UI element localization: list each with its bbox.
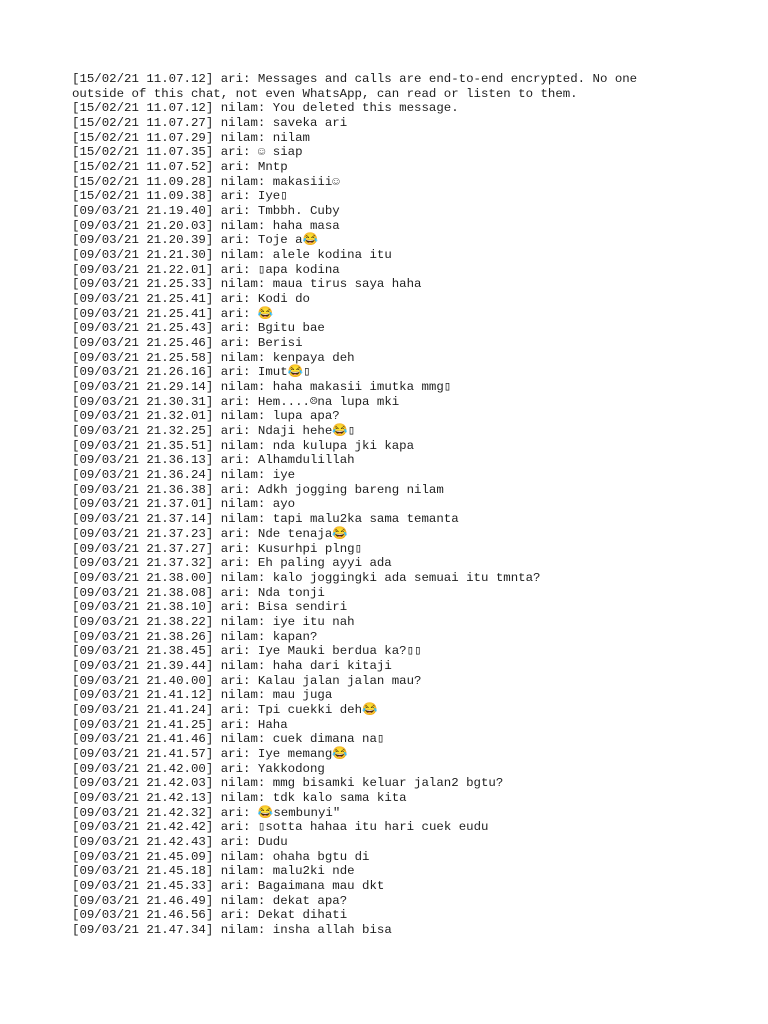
message-timestamp: [ 09/03/21 21.26.16 ] — [72, 365, 213, 379]
message-sender: ari : — [221, 72, 251, 86]
message-sender: nilam : — [221, 923, 266, 937]
message-sender: ari : — [221, 527, 251, 541]
message-sender: nilam : — [221, 512, 266, 526]
chat-message-line — [72, 776, 652, 791]
message-timestamp: [ 09/03/21 21.19.40 ] — [72, 204, 213, 218]
message-text: 😂 — [257, 306, 274, 321]
message-sender: nilam : — [221, 380, 266, 394]
message-sender: nilam : — [221, 630, 266, 644]
message-timestamp: [ 09/03/21 21.37.14 ] — [72, 512, 213, 526]
message-timestamp: [ 09/03/21 21.41.25 ] — [72, 718, 213, 732]
message-timestamp: [ 09/03/21 21.40.00 ] — [72, 674, 213, 688]
chat-message-line — [72, 879, 652, 894]
chat-message-line — [72, 351, 652, 366]
chat-message-line — [72, 571, 652, 586]
message-sender: ari : — [221, 674, 251, 688]
message-sender: ari : — [221, 233, 251, 247]
message-sender: ari : — [221, 424, 251, 438]
chat-message-line — [72, 131, 652, 146]
message-sender: nilam : — [221, 497, 266, 511]
message-sender: ari : — [221, 747, 251, 761]
message-sender: ari : — [221, 189, 251, 203]
message-sender: ari : — [221, 395, 251, 409]
message-text: dekat apa? — [272, 893, 348, 908]
chat-message-line — [72, 72, 652, 101]
chat-message-line — [72, 747, 652, 762]
message-sender: ari : — [221, 145, 251, 159]
message-sender: nilam : — [221, 864, 266, 878]
message-timestamp: [ 09/03/21 21.38.22 ] — [72, 615, 213, 629]
message-sender: nilam : — [221, 409, 266, 423]
message-text: lupa apa? — [272, 409, 340, 424]
message-text: Berisi — [257, 336, 303, 351]
message-text: insha allah bisa — [272, 922, 392, 937]
chat-message-line — [72, 820, 652, 835]
message-timestamp: [ 09/03/21 21.30.31 ] — [72, 395, 213, 409]
message-text: Messages and calls are end-to-end encrypted. No one outside of this chat, not even WhatsApp, can read or listen to them. — [72, 72, 645, 101]
message-timestamp: [ 15/02/21 11.07.12 ] — [72, 101, 213, 115]
chat-message-line — [72, 703, 652, 718]
message-sender: nilam : — [221, 439, 266, 453]
message-sender: nilam : — [221, 116, 266, 130]
message-text: haha masa — [272, 218, 340, 233]
message-sender: nilam : — [221, 248, 266, 262]
chat-message-line — [72, 542, 652, 557]
message-sender: ari : — [221, 453, 251, 467]
message-sender: nilam : — [221, 791, 266, 805]
message-timestamp: [ 09/03/21 21.25.33 ] — [72, 277, 213, 291]
chat-message-line — [72, 732, 652, 747]
chat-message-line — [72, 175, 652, 190]
message-timestamp: [ 09/03/21 21.38.00 ] — [72, 571, 213, 585]
message-text: Iye Mauki berdua ka?▯▯ — [257, 644, 422, 659]
chat-message-line — [72, 116, 652, 131]
message-sender: ari : — [221, 806, 251, 820]
message-text: Dudu — [257, 834, 288, 849]
chat-message-line — [72, 483, 652, 498]
message-timestamp: [ 09/03/21 21.36.38 ] — [72, 483, 213, 497]
chat-message-line — [72, 835, 652, 850]
message-sender: nilam : — [221, 101, 266, 115]
chat-message-line — [72, 659, 652, 674]
message-sender: ari : — [221, 762, 251, 776]
chat-message-line — [72, 512, 652, 527]
message-text: haha makasii imutka mmg▯ — [272, 380, 452, 395]
message-sender: ari : — [221, 908, 251, 922]
chat-message-line — [72, 527, 652, 542]
message-timestamp: [ 09/03/21 21.42.00 ] — [72, 762, 213, 776]
message-text: Alhamdulillah — [257, 453, 355, 468]
message-sender: ari : — [221, 542, 251, 556]
message-timestamp: [ 09/03/21 21.46.49 ] — [72, 894, 213, 908]
message-timestamp: [ 09/03/21 21.37.32 ] — [72, 556, 213, 570]
message-timestamp: [ 09/03/21 21.37.23 ] — [72, 527, 213, 541]
message-text: Tpi cuekki deh😂 — [257, 702, 378, 717]
message-text: Toje a😂 — [257, 233, 318, 248]
message-text: Kalau jalan jalan mau? — [257, 673, 422, 688]
message-sender: nilam : — [221, 659, 266, 673]
message-text: malu2ki nde — [272, 864, 355, 879]
chat-message-line — [72, 336, 652, 351]
chat-message-line — [72, 248, 652, 263]
chat-message-line — [72, 145, 652, 160]
message-sender: nilam : — [221, 219, 266, 233]
message-text: tdk kalo sama kita — [272, 790, 407, 805]
message-text: ohaha bgtu di — [272, 849, 370, 864]
message-text: ▯sotta hahaa itu hari cuek eudu — [257, 820, 489, 835]
chat-message-line — [72, 586, 652, 601]
message-timestamp: [ 09/03/21 21.21.30 ] — [72, 248, 213, 262]
message-timestamp: [ 09/03/21 21.25.41 ] — [72, 307, 213, 321]
message-timestamp: [ 15/02/21 11.07.35 ] — [72, 145, 213, 159]
message-text: kenpaya deh — [272, 350, 355, 365]
message-text: Hem....☹na lupa mki — [257, 394, 400, 409]
chat-message-line — [72, 850, 652, 865]
message-text: Ndaji hehe😂▯ — [257, 424, 356, 439]
chat-message-line — [72, 674, 652, 689]
chat-message-line — [72, 497, 652, 512]
message-timestamp: [ 09/03/21 21.25.46 ] — [72, 336, 213, 350]
chat-message-line — [72, 321, 652, 336]
chat-message-line — [72, 160, 652, 175]
chat-message-line — [72, 409, 652, 424]
message-text: Bagaimana mau dkt — [257, 878, 385, 893]
message-timestamp: [ 09/03/21 21.42.03 ] — [72, 776, 213, 790]
chat-message-line — [72, 644, 652, 659]
chat-message-line — [72, 277, 652, 292]
message-sender: ari : — [221, 160, 251, 174]
message-text: Mntp — [257, 160, 288, 175]
message-text: Dekat dihati — [257, 908, 348, 923]
message-sender: ari : — [221, 483, 251, 497]
message-text: iye — [272, 468, 296, 483]
message-sender: nilam : — [221, 688, 266, 702]
message-timestamp: [ 09/03/21 21.25.41 ] — [72, 292, 213, 306]
chat-message-line — [72, 864, 652, 879]
message-timestamp: [ 09/03/21 21.38.26 ] — [72, 630, 213, 644]
message-timestamp: [ 09/03/21 21.37.01 ] — [72, 497, 213, 511]
message-text: Iye▯ — [257, 189, 288, 204]
message-timestamp: [ 09/03/21 21.47.34 ] — [72, 923, 213, 937]
message-sender: ari : — [221, 204, 251, 218]
chat-message-line — [72, 718, 652, 733]
message-text: maua tirus saya haha — [272, 277, 422, 292]
message-timestamp: [ 09/03/21 21.42.43 ] — [72, 835, 213, 849]
message-text: mau juga — [272, 688, 333, 703]
message-text: kapan? — [272, 629, 318, 644]
message-sender: nilam : — [221, 277, 266, 291]
message-sender: ari : — [221, 292, 251, 306]
message-timestamp: [ 09/03/21 21.45.33 ] — [72, 879, 213, 893]
message-timestamp: [ 09/03/21 21.20.39 ] — [72, 233, 213, 247]
message-timestamp: [ 15/02/21 11.07.27 ] — [72, 116, 213, 130]
message-timestamp: [ 15/02/21 11.09.28 ] — [72, 175, 213, 189]
chat-message-line — [72, 600, 652, 615]
message-text: Nda tonji — [257, 585, 325, 600]
message-timestamp: [ 15/02/21 11.07.52 ] — [72, 160, 213, 174]
message-text: nilam — [272, 130, 310, 145]
message-sender: nilam : — [221, 175, 266, 189]
message-timestamp: [ 09/03/21 21.45.18 ] — [72, 864, 213, 878]
message-timestamp: [ 09/03/21 21.41.57 ] — [72, 747, 213, 761]
message-text: mmg bisamki keluar jalan2 bgtu? — [272, 776, 504, 791]
message-timestamp: [ 09/03/21 21.42.13 ] — [72, 791, 213, 805]
message-sender: ari : — [221, 718, 251, 732]
chat-message-line — [72, 204, 652, 219]
message-sender: ari : — [221, 307, 251, 321]
message-timestamp: [ 15/02/21 11.07.12 ] — [72, 72, 213, 86]
chat-message-line — [72, 292, 652, 307]
chat-message-line — [72, 453, 652, 468]
chat-message-line — [72, 630, 652, 645]
message-timestamp: [ 09/03/21 21.22.01 ] — [72, 263, 213, 277]
chat-message-line — [72, 395, 652, 410]
message-sender: ari : — [221, 263, 251, 277]
chat-message-line — [72, 908, 652, 923]
message-timestamp: [ 09/03/21 21.32.25 ] — [72, 424, 213, 438]
chat-message-line — [72, 556, 652, 571]
message-text: nda kulupa jki kapa — [272, 438, 415, 453]
message-timestamp: [ 15/02/21 11.07.29 ] — [72, 131, 213, 145]
message-timestamp: [ 09/03/21 21.37.27 ] — [72, 542, 213, 556]
message-text: Nde tenaja😂 — [257, 526, 348, 541]
message-timestamp: [ 09/03/21 21.20.03 ] — [72, 219, 213, 233]
chat-message-line — [72, 307, 652, 322]
message-text: saveka ari — [272, 116, 348, 131]
message-text: cuek dimana na▯ — [272, 732, 385, 747]
message-text: Tmbbh. Cuby — [257, 204, 340, 219]
message-sender: ari : — [221, 600, 251, 614]
chat-message-line — [72, 263, 652, 278]
chat-message-line — [72, 439, 652, 454]
message-text: Kodi do — [257, 292, 310, 307]
message-timestamp: [ 09/03/21 21.46.56 ] — [72, 908, 213, 922]
message-sender: nilam : — [221, 571, 266, 585]
message-sender: ari : — [221, 879, 251, 893]
message-text: Iye memang😂 — [257, 746, 348, 761]
message-timestamp: [ 09/03/21 21.39.44 ] — [72, 659, 213, 673]
chat-message-line — [72, 189, 652, 204]
message-timestamp: [ 09/03/21 21.41.24 ] — [72, 703, 213, 717]
message-timestamp: [ 09/03/21 21.38.45 ] — [72, 644, 213, 658]
message-text: tapi malu2ka sama temanta — [272, 512, 459, 527]
message-text: Bisa sendiri — [257, 600, 348, 615]
chat-message-line — [72, 923, 652, 938]
message-timestamp: [ 09/03/21 21.32.01 ] — [72, 409, 213, 423]
message-sender: nilam : — [221, 732, 266, 746]
chat-message-line — [72, 615, 652, 630]
message-timestamp: [ 09/03/21 21.38.10 ] — [72, 600, 213, 614]
message-sender: nilam : — [221, 776, 266, 790]
message-sender: nilam : — [221, 468, 266, 482]
chat-log-page — [72, 72, 652, 938]
chat-message-line — [72, 791, 652, 806]
message-text: ayo — [272, 497, 296, 512]
chat-message-line — [72, 806, 652, 821]
message-sender: nilam : — [221, 131, 266, 145]
message-sender: nilam : — [221, 351, 266, 365]
message-sender: nilam : — [221, 615, 266, 629]
chat-message-line — [72, 894, 652, 909]
message-text: Imut😂▯ — [257, 365, 311, 380]
message-timestamp: [ 09/03/21 21.41.12 ] — [72, 688, 213, 702]
message-text: kalo joggingki ada semuai itu tmnta? — [272, 570, 541, 585]
message-timestamp: [ 09/03/21 21.45.09 ] — [72, 850, 213, 864]
message-timestamp: [ 09/03/21 21.25.58 ] — [72, 351, 213, 365]
chat-message-line — [72, 365, 652, 380]
message-timestamp: [ 09/03/21 21.36.13 ] — [72, 453, 213, 467]
message-timestamp: [ 15/02/21 11.09.38 ] — [72, 189, 213, 203]
message-text: 😂sembunyi" — [257, 805, 341, 820]
chat-message-line — [72, 762, 652, 777]
message-sender: ari : — [221, 321, 251, 335]
message-sender: ari : — [221, 703, 251, 717]
message-text: ☺ siap — [257, 145, 303, 160]
message-sender: ari : — [221, 556, 251, 570]
message-text: Haha — [257, 717, 288, 732]
message-text: iye itu nah — [272, 614, 355, 629]
message-text: Kusurhpi plng▯ — [257, 541, 363, 556]
message-text: You deleted this message. — [272, 101, 459, 116]
chat-message-line — [72, 101, 652, 116]
message-timestamp: [ 09/03/21 21.38.08 ] — [72, 586, 213, 600]
message-sender: ari : — [221, 336, 251, 350]
message-text: Eh paling ayyi ada — [257, 556, 392, 571]
message-timestamp: [ 09/03/21 21.25.43 ] — [72, 321, 213, 335]
message-sender: ari : — [221, 586, 251, 600]
message-text: haha dari kitaji — [272, 658, 392, 673]
message-timestamp: [ 09/03/21 21.29.14 ] — [72, 380, 213, 394]
message-timestamp: [ 09/03/21 21.35.51 ] — [72, 439, 213, 453]
message-sender: ari : — [221, 365, 251, 379]
message-text: Yakkodong — [257, 761, 325, 776]
chat-message-line — [72, 468, 652, 483]
chat-message-line — [72, 688, 652, 703]
message-text: alele kodina itu — [272, 248, 392, 263]
chat-message-line — [72, 219, 652, 234]
message-timestamp: [ 09/03/21 21.42.32 ] — [72, 806, 213, 820]
message-sender: ari : — [221, 835, 251, 849]
message-timestamp: [ 09/03/21 21.36.24 ] — [72, 468, 213, 482]
message-sender: nilam : — [221, 850, 266, 864]
message-text: Adkh jogging bareng nilam — [257, 482, 444, 497]
message-sender: nilam : — [221, 894, 266, 908]
chat-message-line — [72, 380, 652, 395]
message-text: ▯apa kodina — [257, 262, 340, 277]
message-text: Bgitu bae — [257, 321, 325, 336]
chat-message-line — [72, 233, 652, 248]
message-sender: ari : — [221, 644, 251, 658]
message-timestamp: [ 09/03/21 21.42.42 ] — [72, 820, 213, 834]
chat-message-line — [72, 424, 652, 439]
message-text: makasiii☺ — [272, 174, 340, 189]
message-timestamp: [ 09/03/21 21.41.46 ] — [72, 732, 213, 746]
message-sender: ari : — [221, 820, 251, 834]
